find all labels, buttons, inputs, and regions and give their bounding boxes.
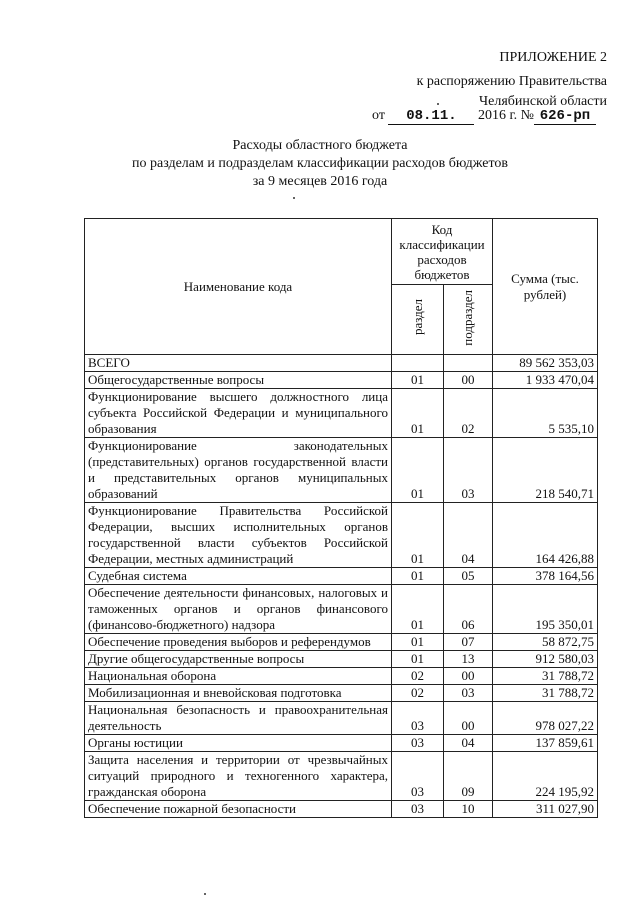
row-subsection (444, 355, 493, 372)
appendix-title: ПРИЛОЖЕНИЕ 2 (499, 50, 607, 65)
row-section: 02 (392, 685, 444, 702)
scan-speck (293, 197, 295, 199)
col-subsection-label: подраздел (460, 289, 475, 346)
expenses-table (84, 218, 598, 818)
row-section: 01 (392, 438, 444, 503)
table-row (85, 735, 598, 752)
row-section: 01 (392, 372, 444, 389)
row-section: 03 (392, 801, 444, 818)
row-sum: 31 788,72 (493, 685, 598, 702)
row-section: 01 (392, 389, 444, 438)
row-sum: 5 535,10 (493, 389, 598, 438)
col-code-header: Код классификации расходов бюджетов (392, 219, 493, 285)
scan-speck (437, 103, 439, 105)
doc-title-line-3: за 9 месяцев 2016 года (252, 174, 388, 189)
table-row (85, 355, 598, 372)
row-section: 02 (392, 668, 444, 685)
order-year: 2016 г. (477, 108, 518, 123)
row-sum: 218 540,71 (493, 438, 598, 503)
doc-title-line-1: Расходы областного бюджета (232, 138, 408, 153)
table-row (85, 702, 598, 735)
row-sum: 164 426,88 (493, 503, 598, 568)
row-subsection: 05 (444, 568, 493, 585)
row-section: 01 (392, 568, 444, 585)
table-row (85, 372, 598, 389)
row-name: ВСЕГО (85, 355, 392, 372)
row-name: Обеспечение проведения выборов и референдумов (85, 634, 392, 651)
row-subsection: 06 (444, 585, 493, 634)
row-sum: 31 788,72 (493, 668, 598, 685)
table-body (85, 355, 598, 818)
order-number: 626-рп (534, 108, 596, 125)
doc-title-line-2: по разделам и подразделам классификации расходов бюджетов (131, 156, 509, 171)
row-sum: 224 195,92 (493, 752, 598, 801)
row-section: 01 (392, 503, 444, 568)
from-label: от (372, 108, 385, 123)
row-name: Мобилизационная и вневойсковая подготовка (85, 685, 392, 702)
row-subsection: 07 (444, 634, 493, 651)
row-subsection: 10 (444, 801, 493, 818)
table-row (85, 801, 598, 818)
row-name: Судебная система (85, 568, 392, 585)
row-subsection: 04 (444, 503, 493, 568)
row-sum: 195 350,01 (493, 585, 598, 634)
row-name: Национальная безопасность и правоохранительная деятельность (85, 702, 392, 735)
order-date-line (372, 106, 596, 126)
row-subsection: 04 (444, 735, 493, 752)
row-name: Национальная оборона (85, 668, 392, 685)
row-section: 03 (392, 735, 444, 752)
table-row (85, 503, 598, 568)
row-sum: 58 872,75 (493, 634, 598, 651)
row-subsection: 00 (444, 668, 493, 685)
number-label: № (520, 108, 534, 123)
row-subsection: 13 (444, 651, 493, 668)
row-sum: 89 562 353,03 (493, 355, 598, 372)
row-name: Обеспечение пожарной безопасности (85, 801, 392, 818)
row-name: Функционирование законодательных (представительных) органов государственной власти и представительных органов муниципальных образований (85, 438, 392, 503)
row-subsection: 00 (444, 372, 493, 389)
row-name: Защита населения и территории от чрезвычайных ситуаций природного и техногенного характера, гражданская оборона (85, 752, 392, 801)
row-subsection: 09 (444, 752, 493, 801)
table-row (85, 438, 598, 503)
table-row (85, 752, 598, 801)
scan-speck (204, 893, 206, 895)
appendix-line-2: Челябинской области (479, 94, 607, 109)
row-sum: 978 027,22 (493, 702, 598, 735)
row-section: 03 (392, 702, 444, 735)
table-row (85, 668, 598, 685)
row-name: Органы юстиции (85, 735, 392, 752)
col-section-label: раздел (409, 299, 425, 336)
row-sum: 912 580,03 (493, 651, 598, 668)
row-sum: 311 027,90 (493, 801, 598, 818)
row-section (392, 355, 444, 372)
table-row (85, 634, 598, 651)
col-name-header: Наименование кода (85, 219, 392, 355)
table-row (85, 585, 598, 634)
row-subsection: 03 (444, 685, 493, 702)
row-name: Функционирование Правительства Российской Федерации, высших исполнительных органов государственной власти субъектов Российской Федерации, местных администраций (85, 503, 392, 568)
col-subsection-header (444, 285, 493, 355)
row-name: Обеспечение деятельности финансовых, налоговых и таможенных органов и органов финансового (финансово-бюджетного) надзора (85, 585, 392, 634)
table-row (85, 685, 598, 702)
table-row (85, 568, 598, 585)
row-subsection: 00 (444, 702, 493, 735)
table-row (85, 651, 598, 668)
row-name: Функционирование высшего должностного лица субъекта Российской Федерации и муниципального образования (85, 389, 392, 438)
appendix-line-1: к распоряжению Правительства (416, 74, 607, 89)
row-subsection: 02 (444, 389, 493, 438)
col-sum-header: Сумма (тыс. рублей) (493, 219, 598, 355)
row-name: Общегосударственные вопросы (85, 372, 392, 389)
row-section: 01 (392, 634, 444, 651)
row-sum: 1 933 470,04 (493, 372, 598, 389)
row-section: 01 (392, 585, 444, 634)
row-sum: 378 164,56 (493, 568, 598, 585)
row-sum: 137 859,61 (493, 735, 598, 752)
row-name: Другие общегосударственные вопросы (85, 651, 392, 668)
order-date: 08.11. (388, 108, 474, 125)
row-section: 01 (392, 651, 444, 668)
row-subsection: 03 (444, 438, 493, 503)
table-row (85, 389, 598, 438)
row-section: 03 (392, 752, 444, 801)
col-section-header (392, 285, 444, 355)
